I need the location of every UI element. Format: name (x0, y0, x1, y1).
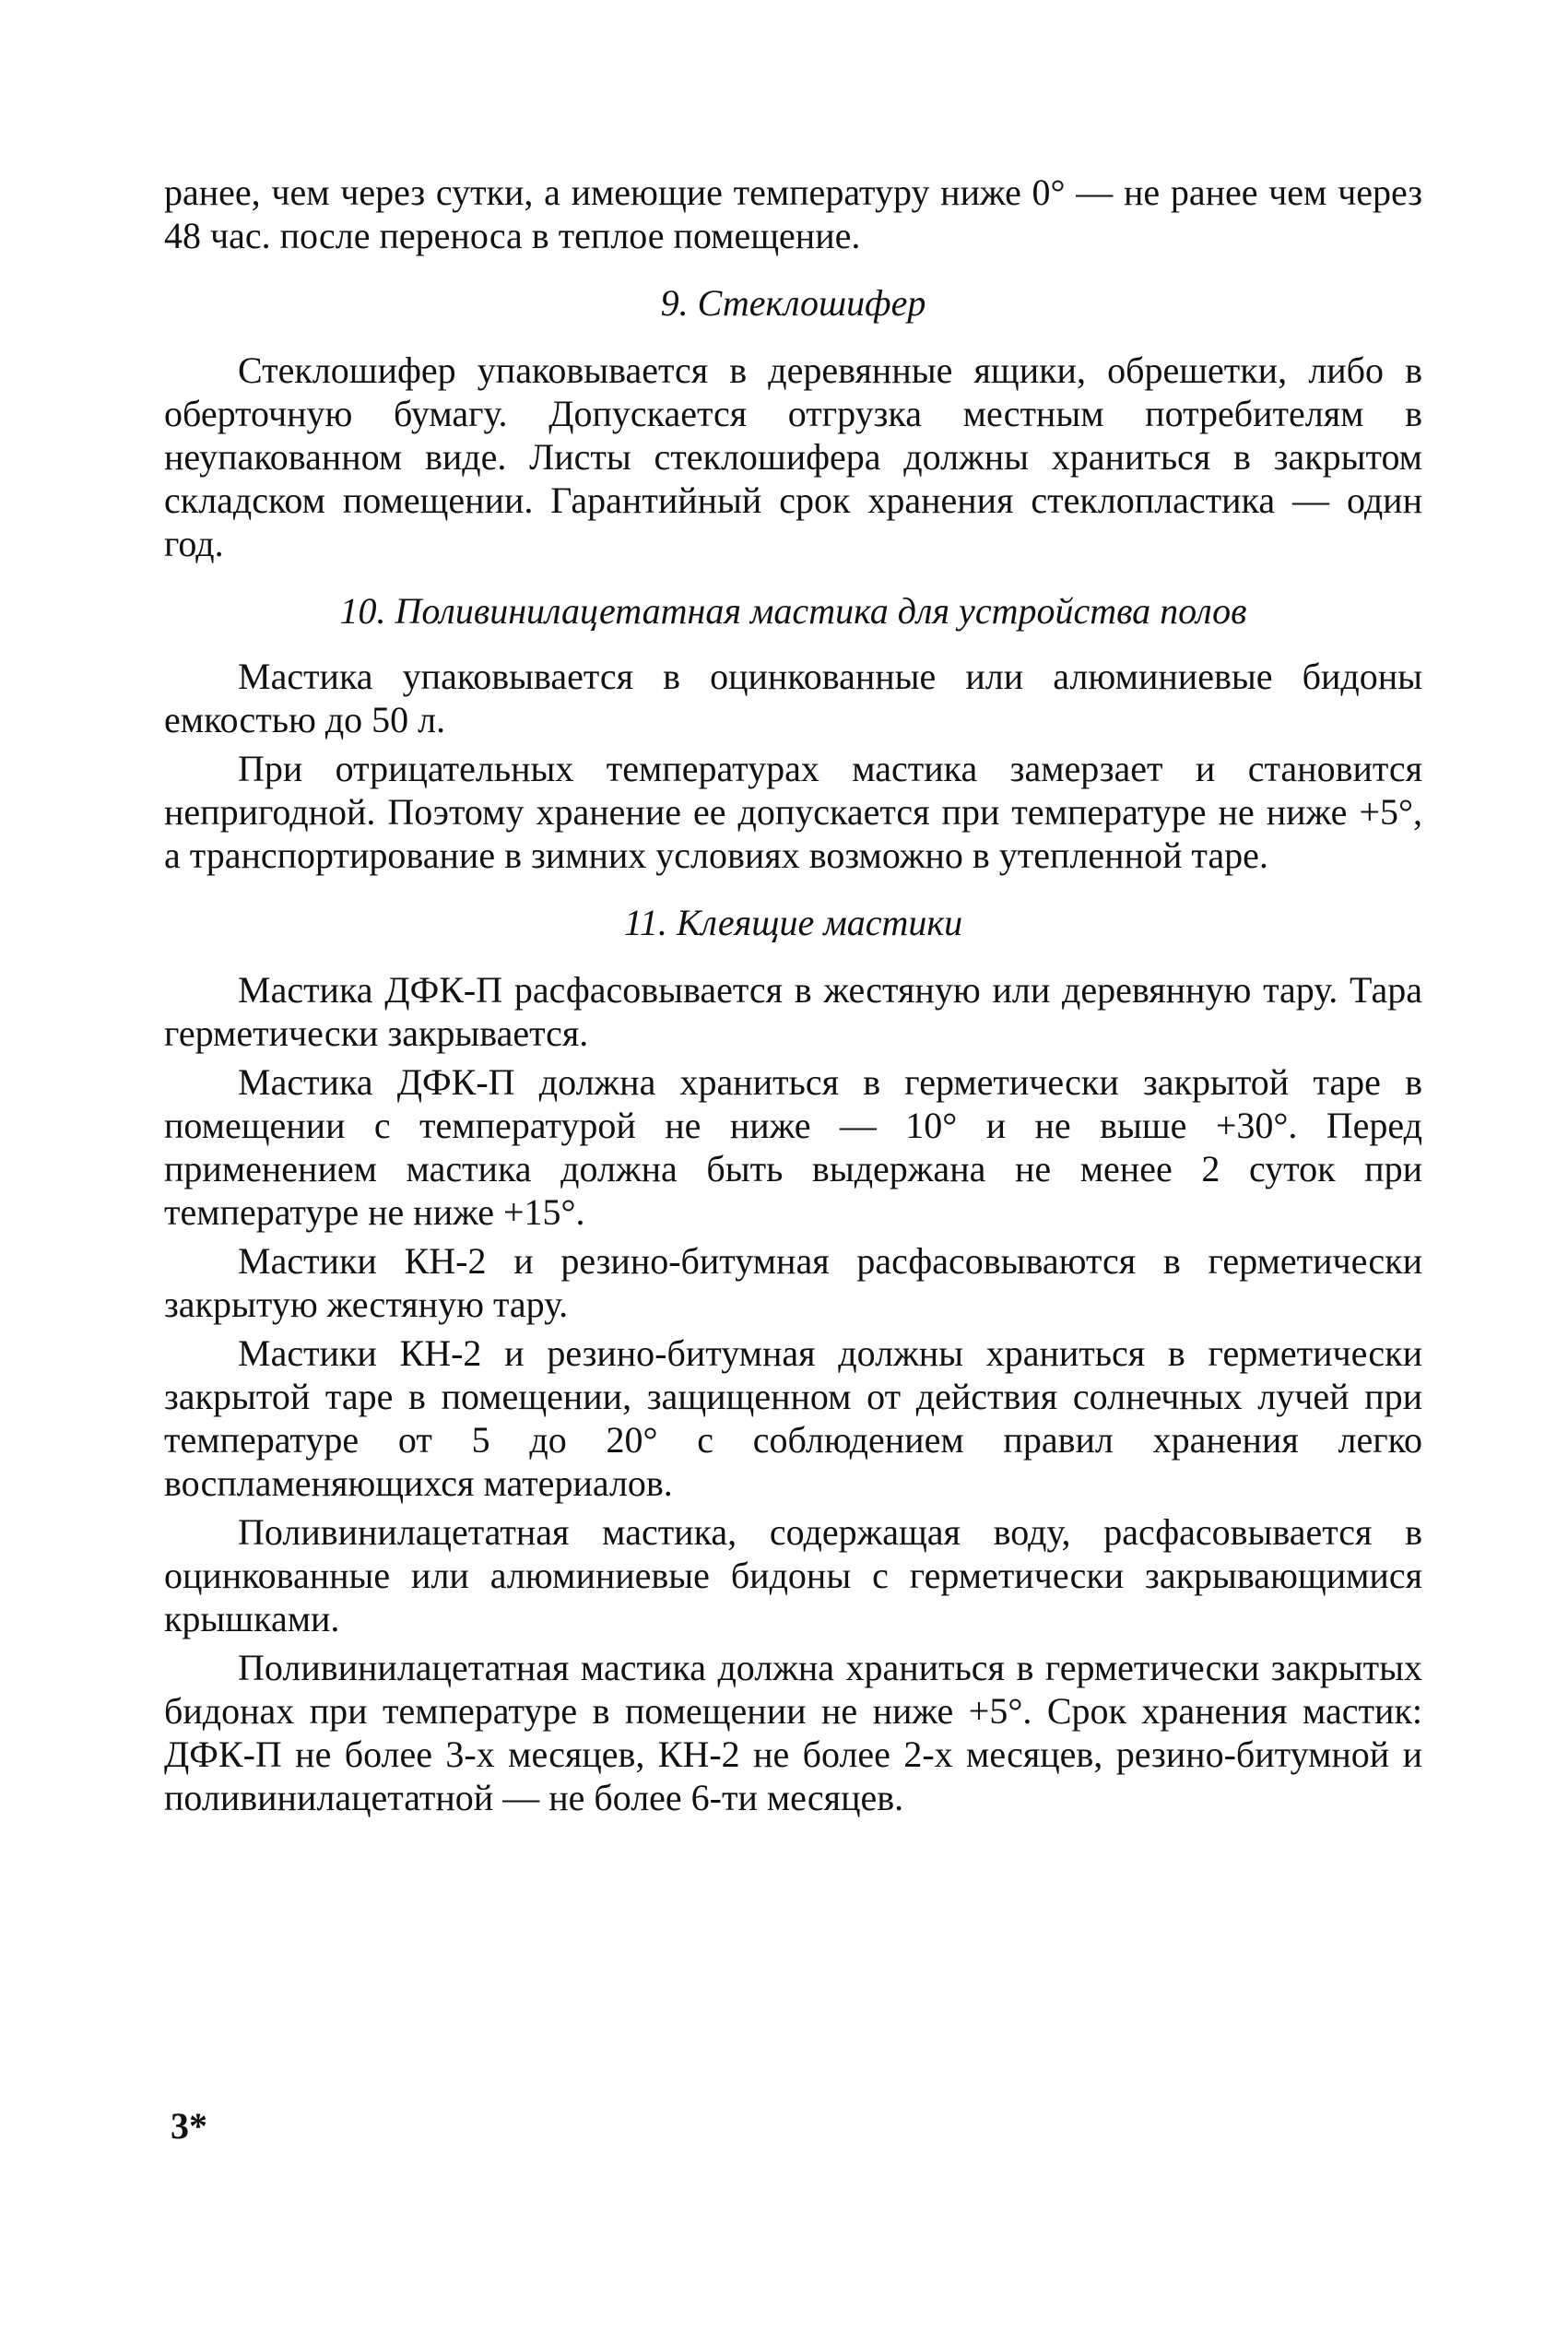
section-11-paragraph-6: Поливинилацетатная мастика должна храниться в герметически закрытых бидонах при температуре в помещении не ниже +5°. Срок хранения мастик: ДФК-П не более 3-х месяцев, КН-2 не более 2-х месяцев, резино-битумной и поливинилацетатной — не более 6-ти месяцев. (164, 1647, 1422, 1818)
section-11-paragraph-5: Поливинилацетатная мастика, содержащая воду, расфасовывается в оцинкованные или алюминиевые бидоны с герметически закрывающимися крышками. (164, 1511, 1422, 1639)
section-9-title: 9. Стеклошифер (660, 282, 926, 324)
section-10-paragraph-1: Мастика упаковывается в оцинкованные или алюминиевые бидоны емкостью до 50 л. (164, 656, 1422, 740)
section-11-paragraph-1: Мастика ДФК-П расфасовывается в жестяную или деревянную тару. Тара герметически закрывается. (164, 969, 1422, 1054)
section-10-paragraph-2: При отрицательных температурах мастика замерзает и становится непригодной. Поэтому хранение ее допускается при температуре не ниже +5°, а транспортирование в зимних условиях возможно в утепленной таре. (164, 748, 1422, 876)
section-9-paragraph-1: Стеклошифер упаковывается в деревянные ящики, обрешетки, либо в оберточную бумагу. Допускается отгрузка местным потребителям в неупакованном виде. Листы стеклошифера должны храниться в закрытом складском помещении. Гарантийный срок хранения стеклопластика — один год. (164, 349, 1422, 564)
document-page (164, 171, 1422, 1819)
section-10-title: 10. Поливинилацетатная мастика для устройства полов (339, 590, 1247, 632)
page-number: 3* (171, 2105, 207, 2147)
intro-paragraph: ранее, чем через сутки, а имеющие температуру ниже 0° — не ранее чем через 48 час. после переноса в теплое помещение. (164, 172, 1422, 256)
section-11-paragraph-4: Мастики КН-2 и резино-битумная должны храниться в герметически закрытой таре в помещении, защищенном от действия солнечных лучей при температуре от 5 до 20° с соблюдением правил хранения легко воспламеняющихся материалов. (164, 1332, 1422, 1504)
section-11-paragraph-3: Мастики КН-2 и резино-битумная расфасовываются в герметически закрытую жестяную тару. (164, 1240, 1422, 1325)
section-11-title: 11. Клеящие мастики (623, 902, 963, 943)
section-11-paragraph-2: Мастика ДФК-П должна храниться в герметически закрытой таре в помещении с температурой не ниже — 10° и не выше +30°. Перед применением мастика должна быть выдержана не менее 2 суток при температуре не ниже +15°. (164, 1061, 1422, 1233)
